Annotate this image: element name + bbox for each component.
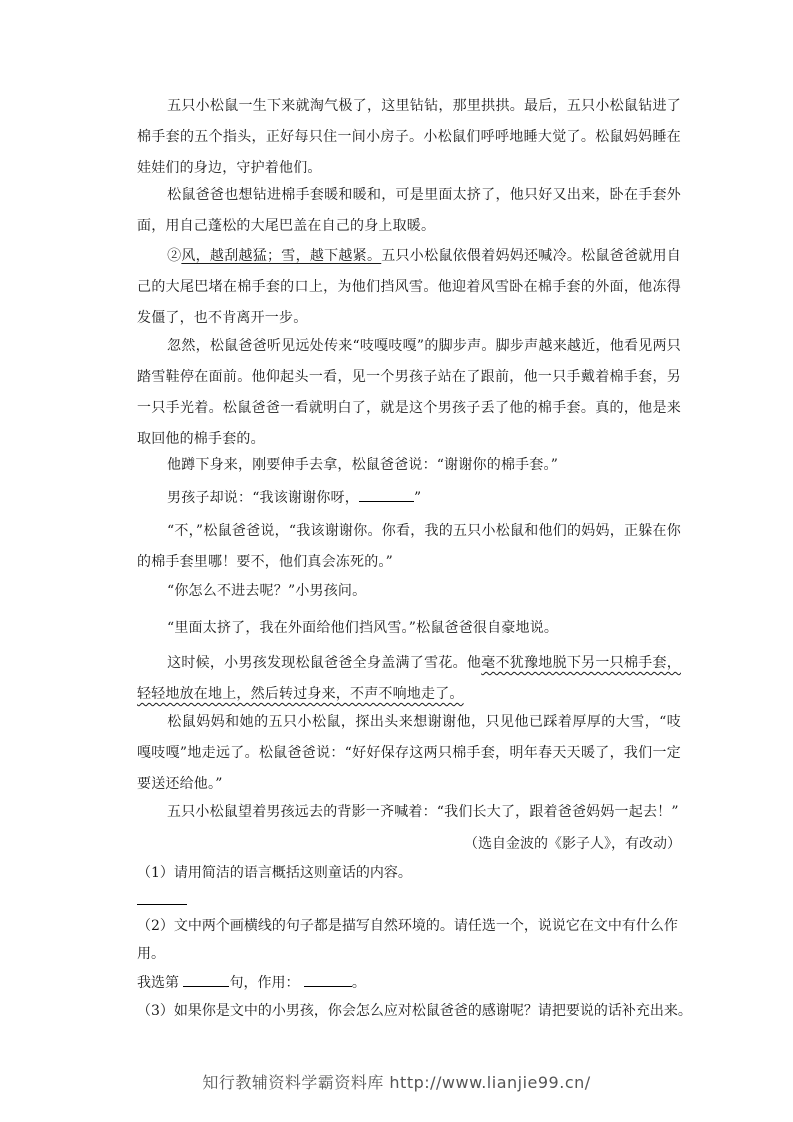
footer-watermark: 知行教辅资料学霸资料库 http://www.lianjie99.cn/ — [202, 1073, 591, 1092]
paragraph-3: ②风，越刮越猛；雪，越下越紧。五只小松鼠依偎着妈妈还喊冷。松鼠爸爸就用自己的大尾巴堵在棉手套的口上，为他们挡风雪。他迎着风雪卧在棉手套的外面，他冻得发僵了，也不肯离开一步。 — [137, 248, 681, 326]
fill-blank[interactable] — [359, 487, 414, 502]
paragraph-10: 这时候，小男孩发现松鼠爸爸全身盖满了雪花。他毫不犹豫地脱下另一只棉手套，轻轻地放在地上，然后转过身来，不声不响地走了。 — [137, 655, 681, 702]
question-1: （1）请用简洁的语言概括这则童话的内容。 — [137, 865, 412, 881]
underlined-sentence: 风，越刮越猛；雪，越下越紧。 — [181, 248, 382, 264]
wavy-underlined-sentence: 毫不犹豫地脱下另一只棉手套，轻轻地放在地上，然后转过身来，不声不响地走了。 — [137, 655, 681, 702]
question-2-choice: 我选第 句，作用： 。 — [137, 972, 681, 993]
answer-line[interactable] — [137, 904, 187, 905]
paragraph-9: “里面太挤了，我在外面给他们挡风雪。”松鼠爸爸很自豪地说。 — [167, 620, 559, 636]
paragraph-7: “不，”松鼠爸爸说，“我该谢谢你。你看，我的五只小松鼠和他们的妈妈，正躲在你的棉手套里哪！要不，他们真会冻死的。” — [137, 523, 681, 570]
paragraph-11: 松鼠妈妈和她的五只小松鼠，探出头来想谢谢他，只见他已踩着厚厚的大雪，“吱嘎吱嘎”地走远了。松鼠爸爸说：“好好保存这两只棉手套，明年春天天暖了，我们一定要送还给他。” — [137, 714, 681, 792]
paragraph-5: 他蹲下身来，刚要伸手去拿，松鼠爸爸说：“谢谢你的棉手套。” — [167, 457, 559, 473]
sentence-number: ② — [167, 248, 182, 264]
paragraph-1: 五只小松鼠一生下来就淘气极了，这里钻钻，那里拱拱。最后，五只小松鼠钻进了棉手套的五个指头，正好每只住一间小房子。小松鼠们呼呼地睡大觉了。松鼠妈妈睡在娃娃们的身边，守护着他们。 — [137, 98, 681, 176]
question-3: （3）如果你是文中的小男孩，你会怎么应对松鼠爸爸的感谢呢？请把要说的话补充出来。 — [137, 1003, 692, 1019]
question-2-line-2: 用。 — [137, 946, 165, 962]
paragraph-12: 五只小松鼠望着男孩远去的背影一齐喊着：“我们长大了，跟着爸爸妈妈一起去！” — [167, 804, 679, 820]
paragraph-8: “你怎么不进去呢？”小男孩问。 — [167, 583, 367, 599]
paragraph-6: 男孩子却说：“我该谢谢你呀， ” — [137, 483, 681, 514]
paragraph-4: 忽然，松鼠爸爸听见远处传来“吱嘎吱嘎”的脚步声。脚步声越来越近，他看见两只踏雪鞋停在面前。他仰起头一看，见一个男孩子站在了跟前，他一只手戴着棉手套，另一只手光着。松鼠爸爸一看就明白了，就是这个男孩子丢了他的棉手套。真的，他是来取回他的棉手套的。 — [137, 338, 681, 447]
effect-blank[interactable] — [304, 972, 352, 987]
source-citation: （选自金波的《影子人》，有改动） — [464, 836, 681, 852]
paragraph-2: 松鼠爸爸也想钻进棉手套暖和暖和，可是里面太挤了，他只好又出来，卧在手套外面，用自己蓬松的大尾巴盖在自己的身上取暖。 — [137, 187, 681, 234]
sentence-choice-blank[interactable] — [183, 972, 229, 987]
question-2-line-1: （2）文中两个画横线的句子都是描写自然环境的。请任选一个，说说它在文中有什么作 — [137, 918, 678, 934]
